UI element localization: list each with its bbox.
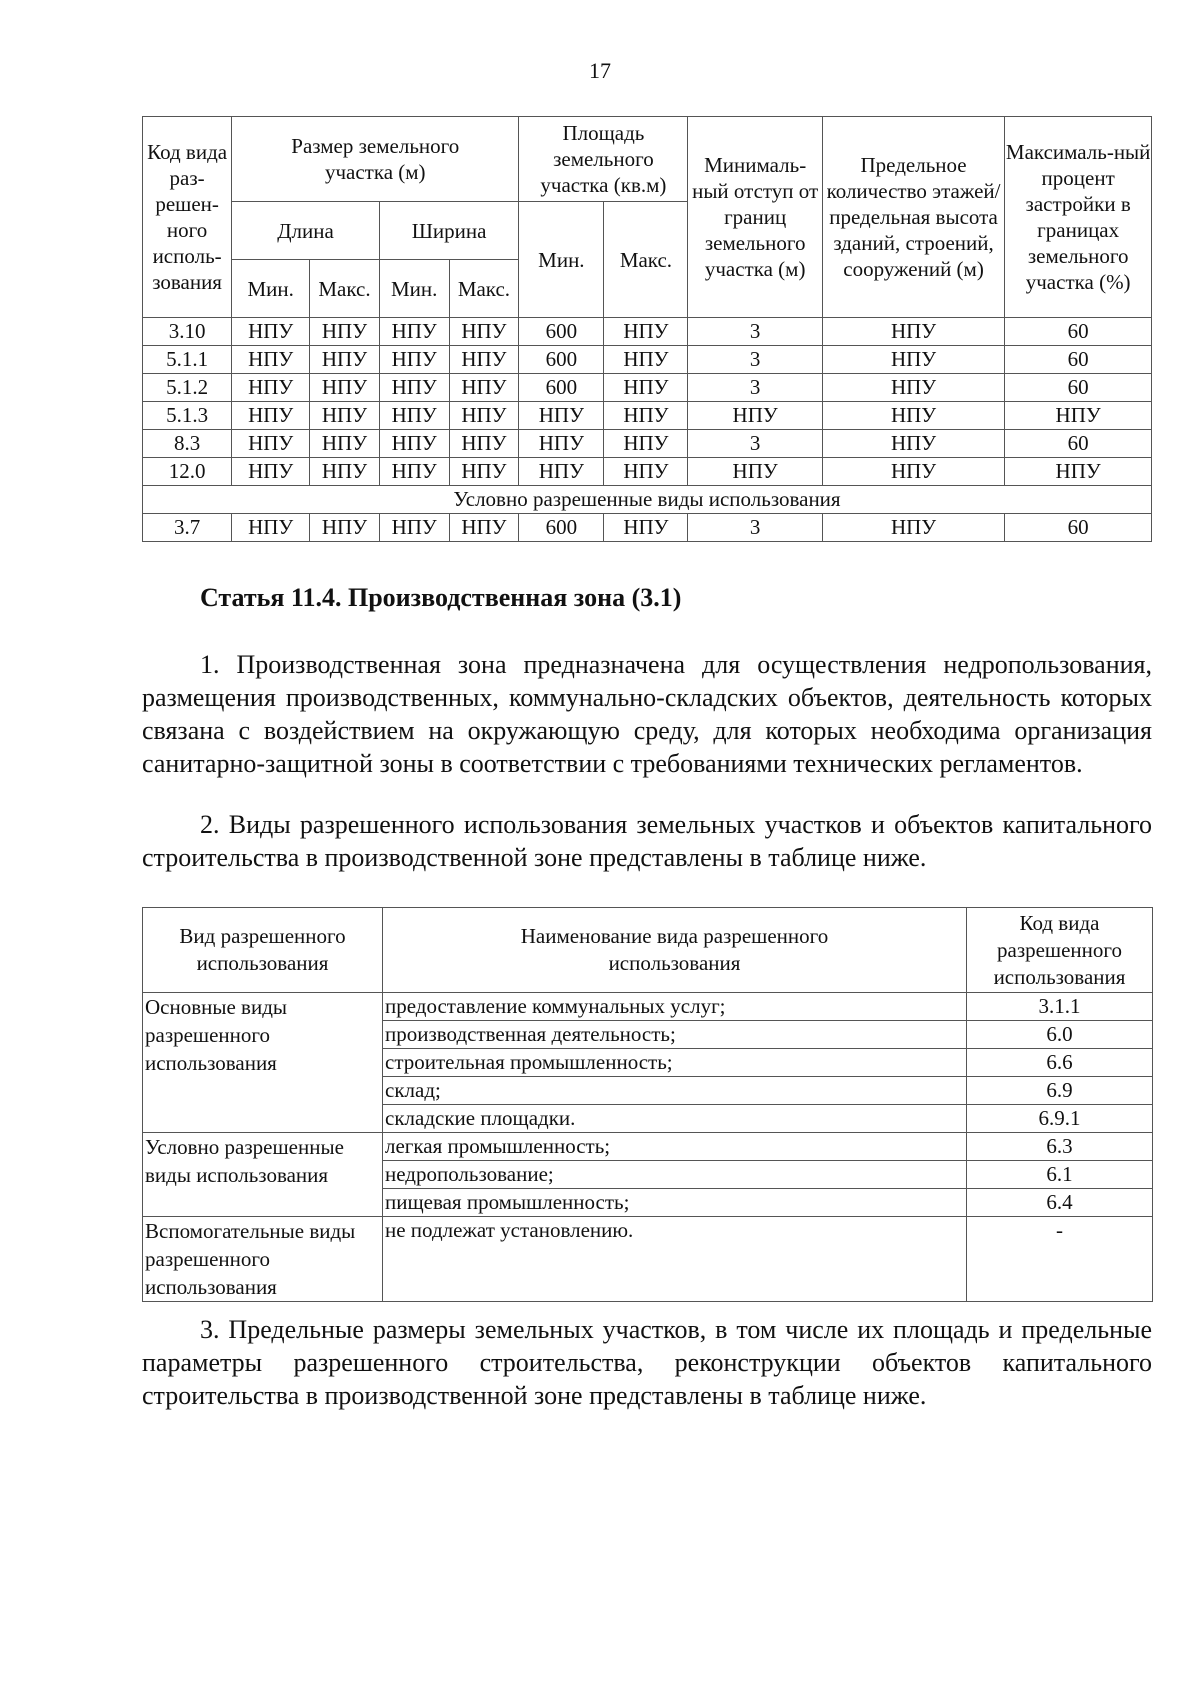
table-cell: 3.7 (143, 514, 232, 542)
header-width-min: Мин. (379, 260, 449, 318)
table-cell: НПУ (379, 318, 449, 346)
use-code-cell: 6.3 (967, 1133, 1153, 1161)
use-code-cell: - (967, 1217, 1153, 1302)
header-width: Ширина (379, 202, 518, 260)
table-row (143, 514, 1152, 542)
table-row (143, 346, 1152, 374)
table-cell: НПУ (449, 346, 519, 374)
table-row-section (143, 486, 1152, 514)
paragraph-2: 2. Виды разрешенного использования земельных участков и объектов капитального строительства в производственной зоне представлены в таблице ниже. (142, 810, 1152, 872)
header-coverage: Максималь-ный процент застройки в границах земельного участка (%) (1005, 117, 1152, 318)
header-floors: Предельное количество этажей/ предельная высота зданий, строений, сооружений (м) (822, 117, 1005, 318)
table-cell: НПУ (310, 318, 380, 346)
header-length-max: Макс. (310, 260, 380, 318)
table-cell: НПУ (519, 402, 604, 430)
table-cell: НПУ (449, 458, 519, 486)
use-code-cell: 3.1.1 (967, 993, 1153, 1021)
table-cell: НПУ (822, 458, 1005, 486)
table-cell: НПУ (310, 430, 380, 458)
table-cell: НПУ (604, 402, 688, 430)
table-cell: НПУ (449, 402, 519, 430)
table-cell: НПУ (379, 514, 449, 542)
use-code-cell: 6.4 (967, 1189, 1153, 1217)
table-cell: 3.10 (143, 318, 232, 346)
table-cell: 60 (1005, 430, 1152, 458)
table-cell: НПУ (604, 346, 688, 374)
table-cell: 3 (688, 374, 822, 402)
table-cell: НПУ (688, 458, 822, 486)
table-cell: 60 (1005, 318, 1152, 346)
table-cell: НПУ (232, 514, 310, 542)
table-row (143, 374, 1152, 402)
use-name-cell: недропользование; (383, 1161, 967, 1189)
use-name-cell: строительная промышленность; (383, 1049, 967, 1077)
table-row (143, 1133, 1153, 1161)
use-code-cell: 6.1 (967, 1161, 1153, 1189)
table-cell: НПУ (1005, 458, 1152, 486)
table-cell: 3 (688, 318, 822, 346)
header-area-min: Мин. (519, 202, 604, 318)
table-cell: НПУ (822, 318, 1005, 346)
table-cell: НПУ (1005, 402, 1152, 430)
table-cell: НПУ (822, 346, 1005, 374)
header-area-max: Макс. (604, 202, 688, 318)
paragraph-3: 3. Предельные размеры земельных участков, в том числе их площадь и предельные параметры разрешенного строительства, реконструкции объектов капитального строительства в производственной зоне представлены в таблице ниже. (142, 1315, 1152, 1410)
table-cell: НПУ (379, 430, 449, 458)
table-cell: 600 (519, 514, 604, 542)
use-name-cell: производственная деятельность; (383, 1021, 967, 1049)
table-cell: 3 (688, 346, 822, 374)
table-cell: НПУ (379, 402, 449, 430)
page-number: 17 (589, 58, 611, 83)
table-cell: 5.1.1 (143, 346, 232, 374)
table-cell: НПУ (449, 374, 519, 402)
plot-parameters-table (142, 116, 1152, 542)
table-row (143, 458, 1152, 486)
table-row (143, 430, 1152, 458)
table-cell: 12.0 (143, 458, 232, 486)
use-name-cell: склад; (383, 1077, 967, 1105)
table-cell: НПУ (232, 318, 310, 346)
use-code-cell: 6.6 (967, 1049, 1153, 1077)
table-cell: НПУ (379, 374, 449, 402)
header-plot-size: Размер земельного участка (м) (232, 117, 519, 202)
use-name-cell: пищевая промышленность; (383, 1189, 967, 1217)
table-cell: 5.1.2 (143, 374, 232, 402)
header-length-min: Мин. (232, 260, 310, 318)
table-cell: НПУ (232, 402, 310, 430)
use-name-cell: предоставление коммунальных услуг; (383, 993, 967, 1021)
permitted-uses-table (142, 907, 1153, 1302)
table-cell: НПУ (822, 374, 1005, 402)
use-name-cell: легкая промышленность; (383, 1133, 967, 1161)
table-cell: НПУ (310, 374, 380, 402)
use-group-label: Основные виды разрешенного использования (143, 993, 383, 1133)
header-area: Площадь земельного участка (кв.м) (519, 117, 688, 202)
table-cell: НПУ (232, 430, 310, 458)
table-cell: НПУ (519, 430, 604, 458)
table-row (143, 402, 1152, 430)
use-name-cell: складские площадки. (383, 1105, 967, 1133)
conditional-uses-label: Условно разрешенные виды использования (143, 486, 1152, 514)
table-cell: 3 (688, 430, 822, 458)
article-heading: Статья 11.4. Производственная зона (3.1) (200, 583, 682, 612)
table-row (143, 318, 1152, 346)
table-cell: 600 (519, 374, 604, 402)
table-cell: 600 (519, 346, 604, 374)
header-use-type: Вид разрешенного использования (143, 908, 383, 993)
header-code: Код вида раз-решен-ного исполь-зования (143, 117, 232, 318)
table-cell: НПУ (449, 430, 519, 458)
table-cell: НПУ (604, 430, 688, 458)
use-group-label: Условно разрешенные виды использования (143, 1133, 383, 1217)
use-code-cell: 6.0 (967, 1021, 1153, 1049)
table-cell: НПУ (232, 346, 310, 374)
table-cell: НПУ (688, 402, 822, 430)
table-row (143, 1217, 1153, 1302)
table-cell: НПУ (379, 346, 449, 374)
table-cell: 3 (688, 514, 822, 542)
table-cell: НПУ (449, 318, 519, 346)
use-code-cell: 6.9 (967, 1077, 1153, 1105)
table-cell: НПУ (310, 402, 380, 430)
table-cell: НПУ (232, 374, 310, 402)
table-cell: 60 (1005, 374, 1152, 402)
use-group-label: Вспомогательные виды разрешенного использования (143, 1217, 383, 1302)
table-cell: НПУ (310, 514, 380, 542)
table-cell: 60 (1005, 346, 1152, 374)
use-code-cell: 6.9.1 (967, 1105, 1153, 1133)
table-cell: НПУ (379, 458, 449, 486)
use-name-cell: не подлежат установлению. (383, 1217, 967, 1302)
header-length: Длина (232, 202, 380, 260)
table-cell: 8.3 (143, 430, 232, 458)
header-use-code: Код вида разрешенного использования (967, 908, 1153, 993)
table-cell: НПУ (604, 318, 688, 346)
table-cell: НПУ (822, 430, 1005, 458)
table-cell: НПУ (310, 458, 380, 486)
header-setback: Минималь-ный отступ от границ земельного участка (м) (688, 117, 822, 318)
table-cell: НПУ (604, 514, 688, 542)
table-cell: НПУ (822, 514, 1005, 542)
table-cell: 5.1.3 (143, 402, 232, 430)
paragraph-1: 1. Производственная зона предназначена для осуществления недропользования, размещения производственных, коммунально-складских объектов, деятельность которых связана с воздействием на окружающую среду, для которых необходима организация санитарно-защитной зоны в соответствии с требованиями технических регламентов. (142, 650, 1152, 778)
table-cell: 60 (1005, 514, 1152, 542)
table-cell: НПУ (232, 458, 310, 486)
table-cell: НПУ (604, 374, 688, 402)
table-row (143, 993, 1153, 1021)
table-cell: 600 (519, 318, 604, 346)
header-width-max: Макс. (449, 260, 519, 318)
table-cell: НПУ (449, 514, 519, 542)
table-cell: НПУ (604, 458, 688, 486)
table-cell: НПУ (519, 458, 604, 486)
header-use-name: Наименование вида разрешенного использования (383, 908, 967, 993)
table-cell: НПУ (822, 402, 1005, 430)
table-cell: НПУ (310, 346, 380, 374)
